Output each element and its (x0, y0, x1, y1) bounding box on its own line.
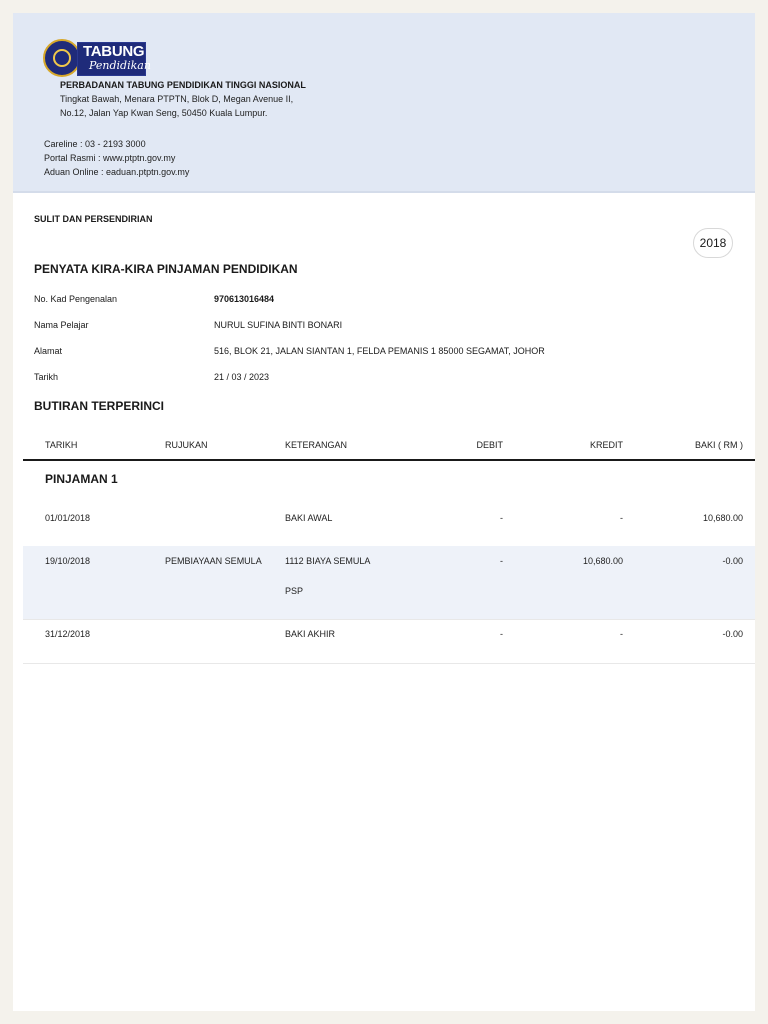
details-title: BUTIRAN TERPERINCI (34, 399, 165, 413)
table-header-divider (23, 459, 755, 461)
statement-title: PENYATA KIRA-KIRA PINJAMAN PENDIDIKAN (34, 262, 298, 276)
ptptn-logo (43, 39, 151, 79)
table-row (23, 620, 755, 664)
ic-value: 970613016484 (214, 294, 275, 304)
careline: Careline : 03 - 2193 3000 (44, 139, 146, 149)
row-debit: - (500, 629, 503, 639)
loan-title: PINJAMAN 1 (45, 472, 118, 486)
complaints-link: Aduan Online : eaduan.ptptn.gov.my (44, 167, 190, 177)
col-header-reference: RUJUKAN (165, 440, 208, 450)
date-value: 21 / 03 / 2023 (214, 372, 270, 382)
student-name-value: NURUL SUFINA BINTI BONARI (214, 320, 343, 330)
col-header-date: TARIKH (45, 440, 78, 450)
table-row (23, 503, 755, 547)
address-value: 516, BLOK 21, JALAN SIANTAN 1, FELDA PEMANIS 1 85000 SEGAMAT, JOHOR (214, 346, 545, 356)
row-credit: 10,680.00 (582, 556, 623, 566)
row-credit: - (620, 513, 623, 523)
header (13, 13, 755, 193)
address-line-1: Tingkat Bawah, Menara PTPTN, Blok D, Megan Avenue II, (60, 94, 294, 104)
col-header-credit: KREDIT (589, 440, 623, 450)
table-row (23, 546, 755, 620)
date-label: Tarikh (34, 372, 59, 382)
logo-text-main: TABUNG (83, 43, 145, 60)
row-date: 01/01/2018 (45, 513, 91, 523)
row-debit: - (500, 513, 503, 523)
row-description: BAKI AWAL (285, 513, 333, 523)
row-credit: - (620, 629, 623, 639)
row-date: 19/10/2018 (45, 556, 91, 566)
row-description: 1112 BIAYA SEMULA (285, 556, 371, 566)
student-name-label: Nama Pelajar (34, 320, 89, 330)
portal-link: Portal Rasmi : www.ptptn.gov.my (44, 153, 176, 163)
year-badge[interactable]: 2018 (693, 228, 733, 258)
address-label: Alamat (34, 346, 63, 356)
row-description: BAKI AKHIR (285, 629, 336, 639)
row-balance: -0.00 (722, 629, 743, 639)
org-name: PERBADANAN TABUNG PENDIDIKAN TINGGI NASIONAL (60, 80, 306, 90)
logo-text-sub: Pendidikan (89, 59, 151, 72)
row-date: 31/12/2018 (45, 629, 91, 639)
seal-icon (43, 39, 81, 77)
col-header-debit: DEBIT (476, 440, 503, 450)
row-description-line-2: PSP (285, 586, 304, 596)
row-debit: - (500, 556, 503, 566)
row-reference: PEMBIAYAAN SEMULA (165, 556, 262, 566)
col-header-balance: BAKI ( RM ) (694, 440, 743, 450)
classification-label: SULIT DAN PERSENDIRIAN (34, 214, 153, 224)
statement-sheet (13, 13, 755, 1011)
ic-label: No. Kad Pengenalan (34, 294, 118, 304)
col-header-description: KETERANGAN (285, 440, 348, 450)
address-line-2: No.12, Jalan Yap Kwan Seng, 50450 Kuala Lumpur. (60, 108, 268, 118)
row-balance: 10,680.00 (702, 513, 743, 523)
row-balance: -0.00 (722, 556, 743, 566)
